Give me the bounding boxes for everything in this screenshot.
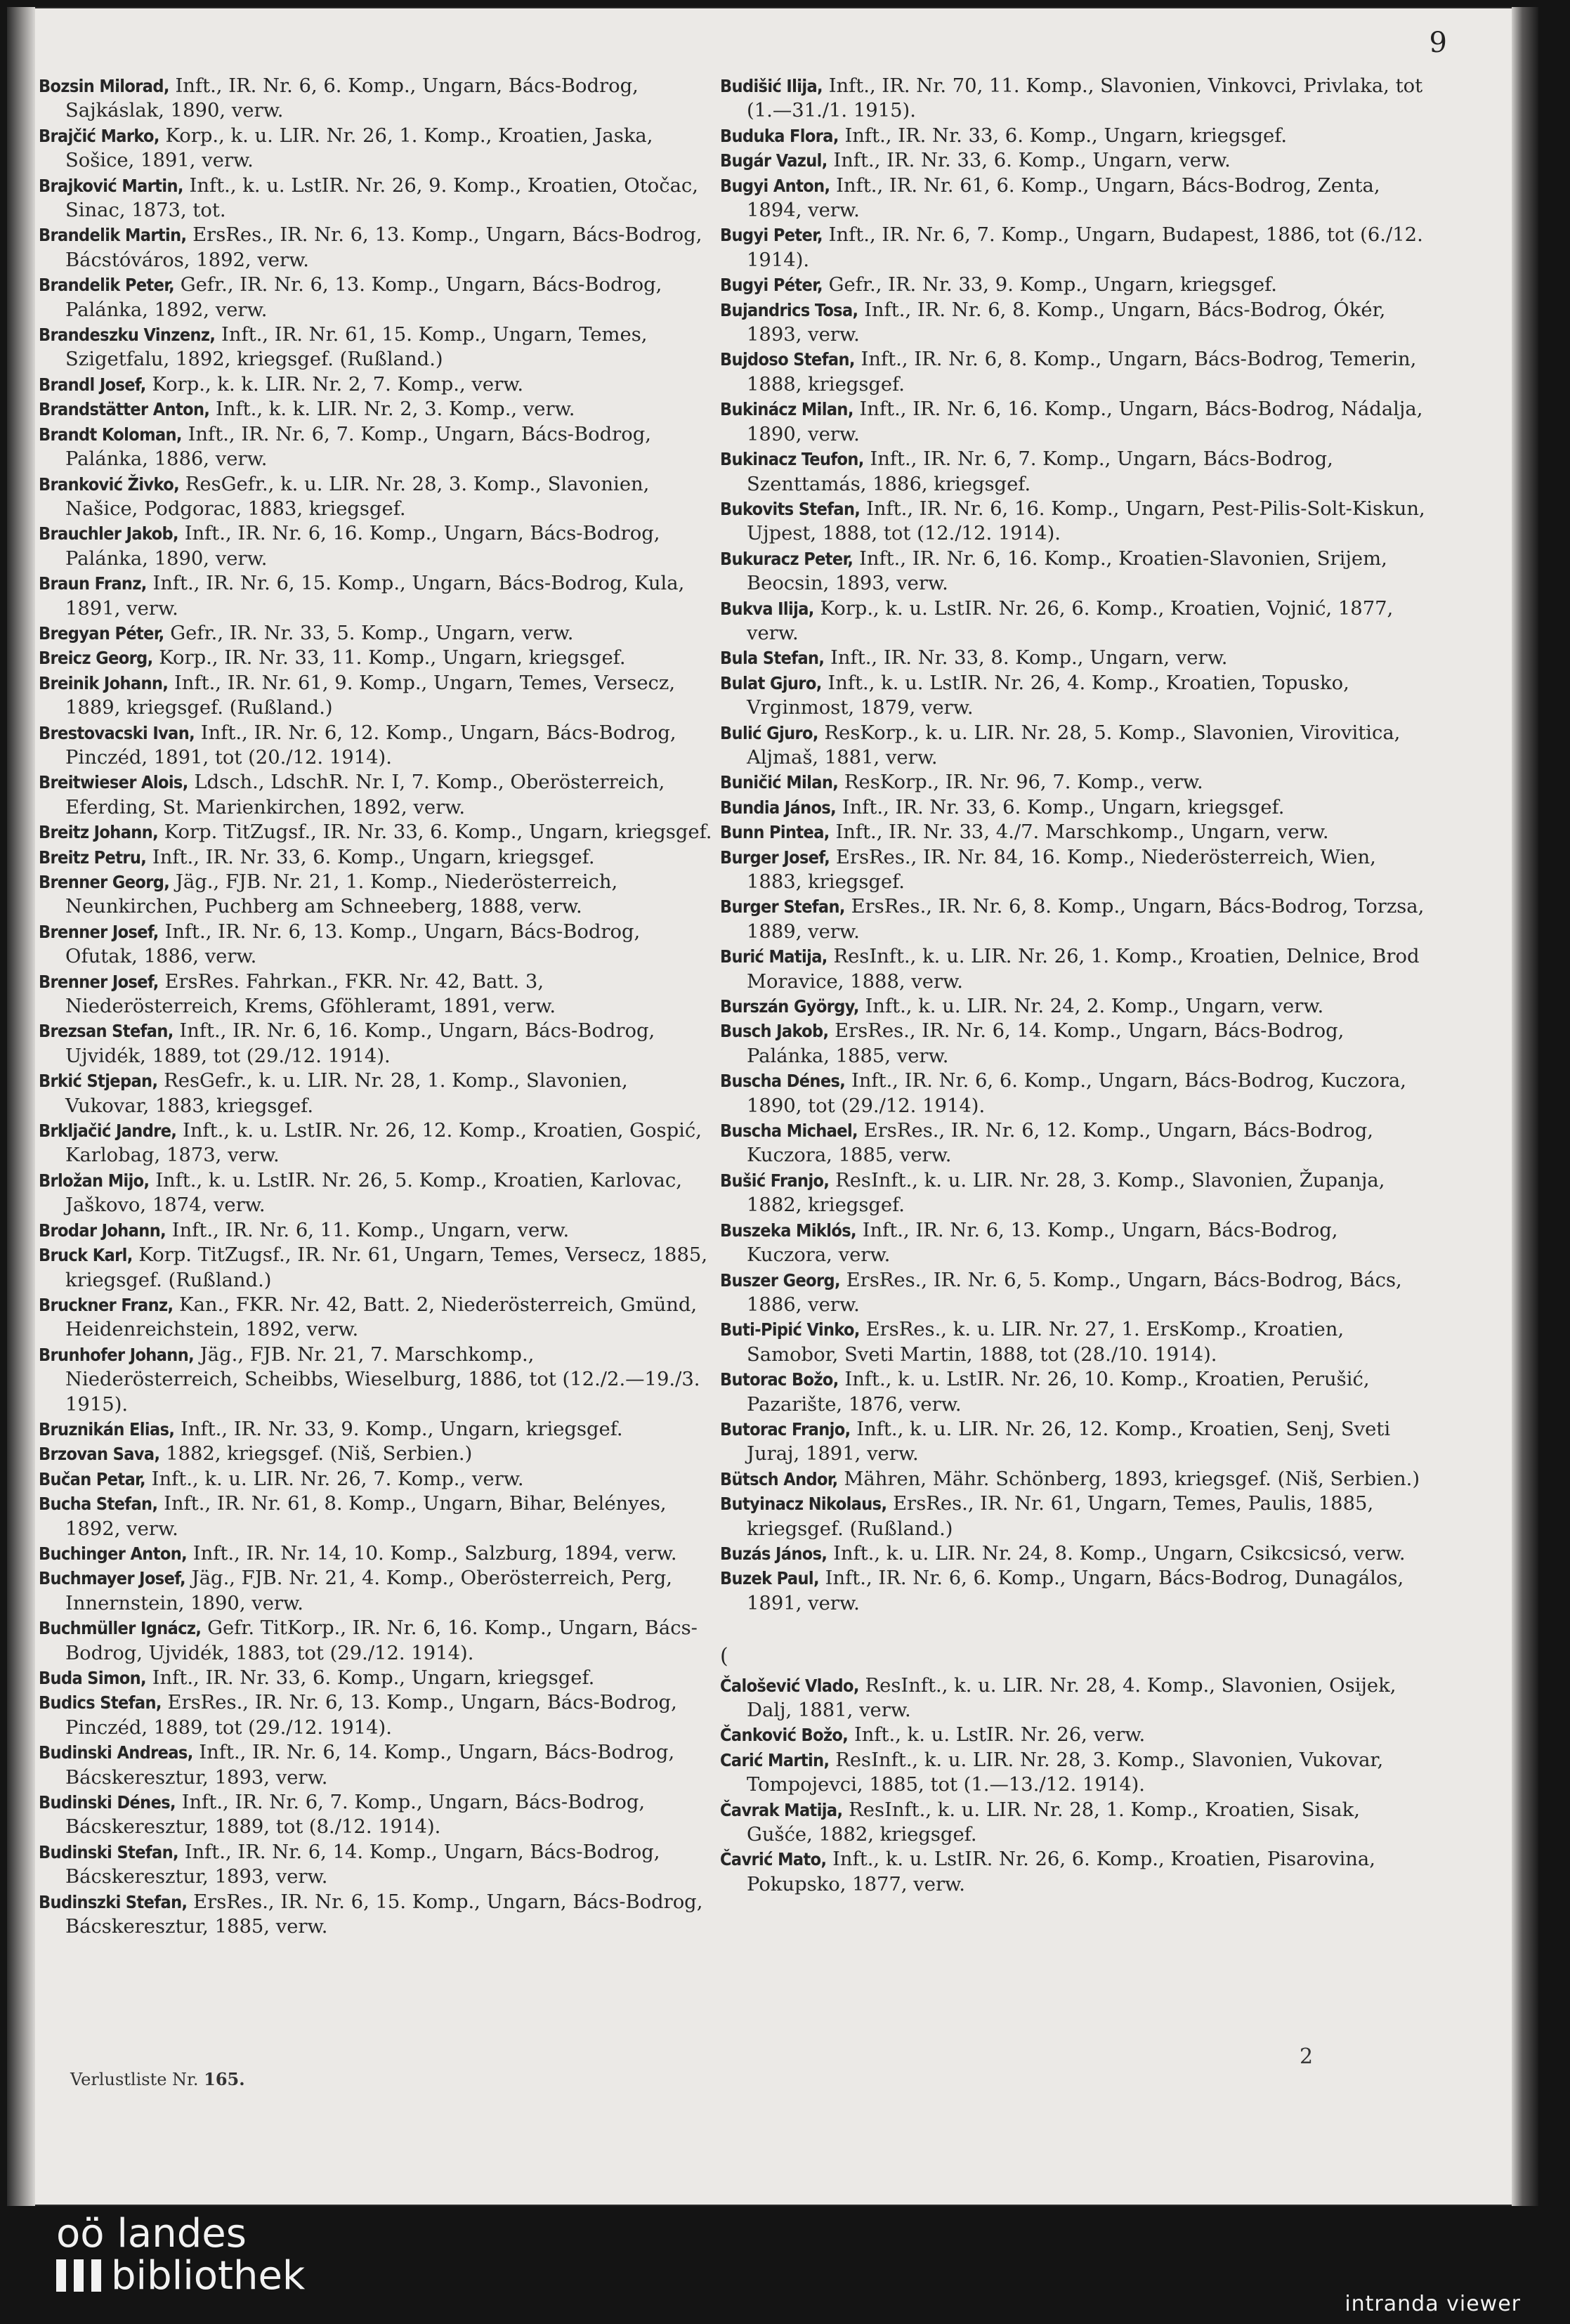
entry-details: Inft., k. u. LIR. Nr. 26, 12. Komp., Kroatien, Senj, Sveti Juraj, 1891, verw.: [747, 1418, 1391, 1465]
entry-name: Buscha Dénes,: [720, 1071, 846, 1092]
list-entry: [39, 273, 713, 322]
entry-name: Bugár Vazul,: [720, 150, 827, 171]
list-entry: [39, 671, 713, 721]
list-entry: [39, 1118, 713, 1168]
list-entry: [39, 521, 713, 571]
entry-details: ResInft., k. u. LIR. Nr. 28, 3. Komp., Slavonien, Vukovar, Tompojevci, 1885, tot (1.—13./12. 1914).: [747, 1749, 1384, 1796]
list-entry: [39, 1218, 713, 1243]
entry-name: Busch Jakob,: [720, 1021, 829, 1042]
list-entry: [720, 1798, 1430, 1848]
entry-details: Inft., IR. Nr. 6, 16. Komp., Ungarn, Bács-Bodrog, Ujvidék, 1889, tot (29./12. 1914).: [65, 1020, 655, 1067]
logo-line2: bibliothek: [111, 2253, 306, 2299]
entry-details: ResInft., k. u. LIR. Nr. 28, 4. Komp., Slavonien, Osijek, Dalj, 1881, verw.: [747, 1674, 1396, 1721]
entry-name: Bunn Pintea,: [720, 822, 830, 843]
list-entry: [720, 1566, 1430, 1616]
list-entry: [720, 174, 1430, 223]
entry-name: Brestovacski Ivan,: [39, 722, 195, 743]
entry-details: Inft., k. u. LstIR. Nr. 26, 9. Komp., Kroatien, Otočac, Sinac, 1873, tot.: [65, 174, 698, 222]
list-entry: [39, 1168, 713, 1218]
entry-details: Inft., IR. Nr. 6, 12. Komp., Ungarn, Bács-Bodrog, Pinczéd, 1891, tot (20./12. 1914).: [65, 722, 676, 769]
entry-details: ResInft., k. u. LIR. Nr. 28, 3. Komp., Slavonien, Županja, 1882, kriegsgef.: [747, 1169, 1385, 1217]
list-entry: [39, 1890, 713, 1940]
list-entry: [720, 1168, 1430, 1218]
entry-name: Carić Martin,: [720, 1749, 830, 1770]
entry-details: Inft., IR. Nr. 61, 9. Komp., Ungarn, Temes, Versecz, 1889, kriegsgef. (Rußland.): [65, 672, 676, 719]
entry-name: Brandelik Peter,: [39, 275, 175, 296]
page-signature: [70, 2069, 245, 2089]
page-number: 9: [1429, 27, 1447, 59]
entry-details: Gefr., IR. Nr. 33, 5. Komp., Ungarn, verw.: [164, 622, 574, 644]
entry-details: Inft., IR. Nr. 33, 6. Komp., Ungarn, kriegsgef.: [146, 846, 595, 868]
list-entry: [720, 497, 1430, 547]
entry-details: Korp., k. k. LIR. Nr. 2, 7. Komp., verw.: [145, 373, 524, 396]
list-entry: [39, 74, 713, 124]
entry-name: Bundia János,: [720, 797, 837, 818]
entry-name: Bušić Franjo,: [720, 1170, 830, 1191]
entry-details: Inft., k. u. LstIR. Nr. 26, verw.: [848, 1724, 1146, 1747]
entry-details: Jäg., FJB. Nr. 21, 7. Marschkomp., Niederösterreich, Scheibbs, Wieselburg, 1886, tot (12./2.—19./3. 1915).: [65, 1343, 700, 1416]
signature-number: 165.: [204, 2069, 245, 2089]
entry-details: Inft., IR. Nr. 6, 14. Komp., Ungarn, Bács-Bodrog, Bácskeresztur, 1893, verw.: [65, 1742, 675, 1789]
entry-details: ErsRes., IR. Nr. 6, 15. Komp., Ungarn, Bács-Bodrog, Bácskeresztur, 1885, verw.: [65, 1891, 703, 1938]
entry-name: Brezsan Stefan,: [39, 1021, 174, 1042]
list-entry: [720, 721, 1430, 771]
list-entry: [720, 770, 1430, 795]
list-entry: [39, 1442, 713, 1466]
entry-details: Korp., k. u. LstIR. Nr. 26, 6. Komp., Kroatien, Vojnić, 1877, verw.: [747, 597, 1394, 644]
entry-name: Breicz Georg,: [39, 648, 153, 669]
entry-name: Buscha Michael,: [720, 1121, 858, 1142]
entry-name: Bugyi Anton,: [720, 175, 830, 196]
list-entry: [39, 621, 713, 646]
entry-details: Inft., k. u. LstIR. Nr. 26, 5. Komp., Kroatien, Karlovac, Jaškovo, 1874, verw.: [65, 1169, 682, 1217]
entry-name: Brandt Koloman,: [39, 424, 182, 445]
entry-name: Čavrić Mato,: [720, 1849, 827, 1870]
entry-details: Inft., IR. Nr. 6, 7. Komp., Ungarn, Bács-Bodrog, Bácskeresztur, 1889, tot (8./12. 1914).: [65, 1791, 646, 1839]
entry-name: Buti-Pipić Vinko,: [720, 1319, 860, 1340]
list-entry: [720, 148, 1430, 173]
list-entry: [39, 721, 713, 771]
entry-name: Brandeszku Vinzenz,: [39, 325, 216, 346]
entry-details: ErsRes., IR. Nr. 6, 13. Komp., Ungarn, Bács-Bodrog, Pinczéd, 1889, tot (29./12. 1914).: [65, 1692, 677, 1739]
entry-name: Buda Simon,: [39, 1668, 147, 1688]
entry-name: Brandl Josef,: [39, 374, 146, 395]
entry-name: Brajković Martin,: [39, 175, 183, 196]
left-column: [39, 74, 713, 1939]
entry-details: ErsRes., k. u. LIR. Nr. 27, 1. ErsKomp., Kroatien, Samobor, Sveti Martin, 1888, tot (28./10. 1914).: [747, 1319, 1345, 1366]
entry-name: Brkić Stjepan,: [39, 1071, 158, 1092]
entry-details: ErsRes., IR. Nr. 6, 12. Komp., Ungarn, Bács-Bodrog, Kuczora, 1885, verw.: [747, 1120, 1373, 1167]
entry-details: ErsRes., IR. Nr. 6, 5. Komp., Ungarn, Bács-Bodrog, Bács, 1886, verw.: [747, 1269, 1402, 1316]
entry-details: Korp., IR. Nr. 33, 11. Komp., Ungarn, kriegsgef.: [152, 647, 626, 670]
entry-details: ResInft., k. u. LIR. Nr. 28, 1. Komp., Kroatien, Sisak, Gušće, 1882, kriegsgef.: [747, 1799, 1360, 1846]
entry-name: Bruckner Franz,: [39, 1294, 174, 1315]
entry-details: Inft., IR. Nr. 6, 15. Komp., Ungarn, Bács-Bodrog, Kula, 1891, verw.: [65, 573, 685, 620]
entry-name: Butyinacz Nikolaus,: [720, 1494, 887, 1515]
list-entry: [39, 174, 713, 223]
entry-details: Inft., k. u. LIR. Nr. 26, 7. Komp., verw.: [145, 1468, 524, 1490]
entry-name: Čavrak Matija,: [720, 1799, 843, 1820]
list-entry: [39, 1293, 713, 1343]
list-entry: [720, 1268, 1430, 1318]
entry-name: Bugyi Peter,: [720, 225, 823, 246]
entry-details: Inft., k. u. LstIR. Nr. 26, 6. Komp., Kroatien, Pisarovina, Pokupsko, 1877, verw.: [747, 1848, 1375, 1895]
entry-details: Inft., IR. Nr. 6, 16. Komp., Ungarn, Pest-Pilis-Solt-Kiskun, Ujpest, 1888, tot (12./12. 1914).: [747, 497, 1425, 545]
list-entry: [720, 1069, 1430, 1118]
entry-details: ErsRes. Fahrkan., FKR. Nr. 42, Batt. 3, Niederösterreich, Krems, Gföhleramt, 1891, verw.: [65, 970, 556, 1018]
signature-label: Verlustliste Nr.: [70, 2070, 199, 2089]
entry-details: ErsRes., IR. Nr. 84, 16. Komp., Niederösterreich, Wien, 1883, kriegsgef.: [747, 846, 1376, 893]
list-entry: [720, 1541, 1430, 1566]
list-entry: [720, 1673, 1430, 1723]
entry-details: Inft., IR. Nr. 6, 7. Komp., Ungarn, Bács-Bodrog, Palánka, 1886, verw.: [65, 423, 651, 471]
entry-name: Bučan Petar,: [39, 1468, 145, 1489]
list-entry: [39, 1790, 713, 1840]
entry-details: Inft., IR. Nr. 14, 10. Komp., Salzburg, 1894, verw.: [187, 1542, 677, 1565]
entry-name: Burger Stefan,: [720, 896, 845, 918]
list-entry: [720, 1118, 1430, 1168]
list-entry: [39, 1666, 713, 1690]
list-entry: [720, 795, 1430, 820]
entry-name: Buničić Milan,: [720, 772, 839, 793]
entry-details: Kan., FKR. Nr. 42, Batt. 2, Niederösterreich, Gmünd, Heidenreichstein, 1892, verw.: [65, 1293, 698, 1341]
entry-details: Inft., k. u. LstIR. Nr. 26, 12. Komp., Kroatien, Gospić, Karlobag, 1873, verw.: [65, 1120, 702, 1167]
list-entry: [39, 1467, 713, 1491]
list-entry: [720, 1218, 1430, 1268]
entry-details: Inft., IR. Nr. 33, 6. Komp., Ungarn, kriegsgef.: [836, 796, 1285, 818]
entry-name: Bukva Ilija,: [720, 598, 814, 619]
list-entry: [39, 1019, 713, 1069]
list-entry: [39, 1740, 713, 1790]
entry-name: Breitz Petru,: [39, 847, 147, 868]
list-entry: [720, 646, 1430, 670]
list-entry: [39, 1491, 713, 1541]
list-entry: [720, 223, 1430, 273]
list-entry: [39, 646, 713, 670]
entry-details: Inft., IR. Nr. 6, 6. Komp., Ungarn, Bács-Bodrog, Sajkáslak, 1890, verw.: [65, 75, 639, 122]
section-break-paren: (: [720, 1644, 728, 1669]
list-entry: [39, 1343, 713, 1417]
entry-name: Brauchler Jakob,: [39, 523, 178, 544]
entry-name: Čalošević Vlado,: [720, 1675, 859, 1696]
entry-name: Brunhofer Johann,: [39, 1344, 195, 1365]
entry-name: Bulić Gjuro,: [720, 722, 818, 743]
entry-details: Inft., IR. Nr. 33, 6. Komp., Ungarn, kriegsgef.: [838, 124, 1288, 147]
entry-details: Inft., IR. Nr. 6, 8. Komp., Ungarn, Bács-Bodrog, Ókér, 1893, verw.: [747, 299, 1386, 346]
entry-details: Inft., IR. Nr. 6, 16. Komp., Ungarn, Bács-Bodrog, Palánka, 1890, verw.: [65, 523, 660, 570]
entry-details: Inft., IR. Nr. 6, 16. Komp., Ungarn, Bács-Bodrog, Nádalja, 1890, verw.: [747, 398, 1423, 445]
entry-name: Breitwieser Alois,: [39, 772, 188, 793]
entry-name: Bozsin Milorad,: [39, 76, 169, 96]
entry-name: Buduka Flora,: [720, 125, 839, 146]
list-entry: [720, 671, 1430, 721]
list-entry: [39, 472, 713, 522]
entry-name: Butorac Božo,: [720, 1369, 839, 1390]
entry-details: Inft., IR. Nr. 33, 6. Komp., Ungarn, verw.: [827, 150, 1231, 172]
entry-name: Burić Matija,: [720, 946, 827, 967]
list-entry: [720, 397, 1430, 447]
entry-details: Inft., IR. Nr. 6, 6. Komp., Ungarn, Bács-Bodrog, Dunagálos, 1891, verw.: [747, 1567, 1404, 1614]
logo-line1: oö landes: [56, 2211, 247, 2257]
list-entry: [39, 845, 713, 870]
scanned-page: [7, 7, 1538, 2206]
entry-name: Buzás János,: [720, 1543, 827, 1564]
entry-name: Bruck Karl,: [39, 1245, 133, 1266]
list-entry: [39, 1417, 713, 1442]
entry-details: Inft., k. u. LIR. Nr. 24, 8. Komp., Ungarn, Csikcsicsó, verw.: [827, 1542, 1406, 1565]
entry-details: Inft., IR. Nr. 6, 16. Komp., Kroatien-Slavonien, Srijem, Beocsin, 1893, verw.: [747, 547, 1387, 595]
list-entry: [720, 845, 1430, 895]
list-entry: [39, 870, 713, 920]
entry-name: Burger Josef,: [720, 847, 830, 868]
right-entries: [720, 74, 1430, 1616]
entry-name: Budinski Dénes,: [39, 1792, 176, 1813]
entry-details: Inft., IR. Nr. 6, 7. Komp., Ungarn, Bács-Bodrog, Szenttamás, 1886, kriegsgef.: [747, 448, 1333, 495]
list-entry: [720, 74, 1430, 124]
entry-name: Buchmüller Ignácz,: [39, 1618, 202, 1639]
list-entry: [720, 894, 1430, 944]
entry-name: Brodar Johann,: [39, 1220, 166, 1241]
entry-details: ResGefr., k. u. LIR. Nr. 28, 1. Komp., Slavonien, Vukovar, 1883, kriegsgef.: [65, 1070, 628, 1117]
entry-name: Buzek Paul,: [720, 1568, 819, 1589]
entry-name: Čanković Božo,: [720, 1725, 849, 1746]
entry-details: Inft., k. k. LIR. Nr. 2, 3. Komp., verw.: [209, 398, 575, 421]
entry-name: Butorac Franjo,: [720, 1418, 851, 1440]
entry-details: Inft., IR. Nr. 6, 14. Komp., Ungarn, Bács-Bodrog, Bácskeresztur, 1893, verw.: [65, 1841, 660, 1888]
entry-details: Mähren, Mähr. Schönberg, 1893, kriegsgef. (Niš, Serbien.): [837, 1468, 1420, 1490]
list-entry: [720, 1317, 1430, 1367]
entry-details: Inft., IR. Nr. 6, 13. Komp., Ungarn, Bács-Bodrog, Ofutak, 1886, verw.: [65, 920, 641, 968]
entry-name: Brložan Mijo,: [39, 1170, 150, 1191]
list-entry: [720, 547, 1430, 596]
entry-name: Burszán György,: [720, 996, 859, 1017]
entry-details: Gefr., IR. Nr. 33, 9. Komp., Ungarn, kriegsgef.: [822, 274, 1277, 296]
entry-name: Branković Živko,: [39, 474, 180, 495]
list-entry: [720, 1748, 1430, 1798]
list-entry: [720, 1019, 1430, 1069]
entry-details: Inft., IR. Nr. 70, 11. Komp., Slavonien, Vinkovci, Privlaka, tot (1.—31./1. 1915).: [747, 75, 1423, 122]
entry-name: Bukinacz Teufon,: [720, 449, 864, 470]
entry-name: Budics Stefan,: [39, 1692, 162, 1713]
list-entry: [39, 571, 713, 621]
list-entry: [39, 322, 713, 372]
list-entry: [39, 920, 713, 970]
list-entry: [720, 273, 1430, 297]
list-entry: [720, 1367, 1430, 1417]
list-entry: [720, 124, 1430, 148]
entry-name: Bulat Gjuro,: [720, 672, 822, 693]
list-entry: [720, 1723, 1430, 1747]
entry-details: Inft., IR. Nr. 61, 15. Komp., Ungarn, Temes, Szigetfalu, 1892, kriegsgef. (Rußland.): [65, 324, 648, 371]
list-entry: [39, 124, 713, 174]
right-c-entries: [720, 1673, 1430, 1898]
entry-details: Inft., k. u. LIR. Nr. 24, 2. Komp., Ungarn, verw.: [858, 995, 1324, 1018]
entry-name: Bruznikán Elias,: [39, 1418, 175, 1440]
list-entry: [39, 372, 713, 397]
entry-name: Budinszki Stefan,: [39, 1891, 188, 1912]
entry-name: Budišić Ilija,: [720, 76, 823, 96]
list-entry: [39, 1616, 713, 1666]
logo-bars-icon: [56, 2259, 103, 2292]
list-entry: [720, 944, 1430, 994]
list-entry: [720, 1417, 1430, 1467]
entry-details: Inft., IR. Nr. 6, 6. Komp., Ungarn, Bács-Bodrog, Kuczora, 1890, tot (29./12. 1914).: [747, 1070, 1406, 1117]
entry-details: ResKorp., k. u. LIR. Nr. 28, 5. Komp., Slavonien, Virovitica, Aljmaš, 1881, verw.: [747, 722, 1401, 769]
list-entry: [39, 422, 713, 472]
list-entry: [39, 1840, 713, 1890]
list-entry: [720, 994, 1430, 1019]
entry-name: Bucha Stefan,: [39, 1494, 158, 1515]
entry-details: Jäg., FJB. Nr. 21, 1. Komp., Niederösterreich, Neunkirchen, Puchberg am Schneeberg, 1888, verw.: [65, 871, 618, 918]
list-entry: [39, 820, 713, 844]
entry-name: Brenner Josef,: [39, 921, 159, 942]
entry-details: ErsRes., IR. Nr. 6, 8. Komp., Ungarn, Bács-Bodrog, Torzsa, 1889, verw.: [747, 896, 1425, 943]
right-column: [720, 74, 1430, 1897]
entry-name: Bula Stefan,: [720, 648, 825, 669]
list-entry: [720, 1467, 1430, 1491]
entry-details: Korp. TitZugsf., IR. Nr. 61, Ungarn, Temes, Versecz, 1885, kriegsgef. (Rußland.): [65, 1244, 708, 1291]
entry-details: Inft., IR. Nr. 33, 4./7. Marschkomp., Ungarn, verw.: [829, 821, 1329, 844]
list-entry: [39, 397, 713, 422]
entry-details: ErsRes., IR. Nr. 6, 14. Komp., Ungarn, Bács-Bodrog, Palánka, 1885, verw.: [747, 1020, 1345, 1067]
entry-name: Braun Franz,: [39, 573, 147, 594]
entry-details: ResGefr., k. u. LIR. Nr. 28, 3. Komp., Slavonien, Našice, Podgorac, 1883, kriegsgef.: [65, 473, 650, 520]
list-entry: [720, 1491, 1430, 1541]
entry-details: Inft., IR. Nr. 33, 9. Komp., Ungarn, kriegsgef.: [174, 1418, 623, 1440]
entry-details: Korp., k. u. LIR. Nr. 26, 1. Komp., Kroatien, Jaska, Sošice, 1891, verw.: [65, 124, 653, 172]
entry-name: Bukuracz Peter,: [720, 548, 853, 569]
entry-name: Buszer Georg,: [720, 1269, 840, 1291]
entry-details: Inft., IR. Nr. 6, 7. Komp., Ungarn, Budapest, 1886, tot (6./12. 1914).: [747, 224, 1423, 271]
entry-details: Inft., IR. Nr. 6, 13. Komp., Ungarn, Bács-Bodrog, Kuczora, verw.: [747, 1219, 1338, 1267]
entry-details: Inft., IR. Nr. 6, 11. Komp., Ungarn, verw.: [166, 1219, 570, 1241]
list-entry: [720, 347, 1430, 397]
entry-details: Inft., k. u. LstIR. Nr. 26, 10. Komp., Kroatien, Perušić, Pazarište, 1876, verw.: [747, 1369, 1370, 1416]
entry-details: Jäg., FJB. Nr. 21, 4. Komp., Oberösterreich, Perg, Innernstein, 1890, verw.: [65, 1567, 672, 1614]
entry-name: Buchmayer Josef,: [39, 1568, 186, 1589]
entry-details: Gefr., IR. Nr. 6, 13. Komp., Ungarn, Bács-Bodrog, Palánka, 1892, verw.: [65, 274, 662, 321]
entry-name: Brajčić Marko,: [39, 125, 159, 146]
list-entry: [39, 1541, 713, 1566]
entry-name: Bukovits Stefan,: [720, 498, 861, 519]
list-entry: [720, 596, 1430, 646]
entry-name: Buszeka Miklós,: [720, 1220, 856, 1241]
entry-details: Inft., IR. Nr. 6, 8. Komp., Ungarn, Bács-Bodrog, Temerin, 1888, kriegsgef.: [747, 348, 1417, 396]
list-entry: [39, 970, 713, 1019]
entry-name: Budinski Stefan,: [39, 1841, 178, 1862]
entry-details: Inft., IR. Nr. 33, 6. Komp., Ungarn, kriegsgef.: [146, 1667, 595, 1689]
list-entry: [39, 770, 713, 820]
entry-name: Bütsch Andor,: [720, 1468, 838, 1489]
list-entry: [720, 447, 1430, 497]
entry-details: 1882, kriegsgef. (Niš, Serbien.): [159, 1443, 473, 1465]
list-entry: [39, 1566, 713, 1616]
logo-line2-row: [56, 2255, 305, 2297]
list-entry: [720, 298, 1430, 348]
entry-details: ResKorp., IR. Nr. 96, 7. Komp., verw.: [838, 771, 1203, 794]
entry-name: Bukinácz Milan,: [720, 399, 853, 420]
entry-details: Ldsch., LdschR. Nr. I, 7. Komp., Oberösterreich, Eferding, St. Marienkirchen, 1892, verw.: [65, 771, 665, 818]
list-entry: [720, 1847, 1430, 1897]
entry-name: Budinski Andreas,: [39, 1742, 193, 1763]
entry-details: Korp. TitZugsf., IR. Nr. 33, 6. Komp., Ungarn, kriegsgef.: [158, 821, 712, 844]
list-entry: [39, 1069, 713, 1118]
entry-name: Brkljačić Jandre,: [39, 1121, 177, 1142]
list-entry: [720, 820, 1430, 844]
entry-details: Inft., IR. Nr. 61, 6. Komp., Ungarn, Bács-Bodrog, Zenta, 1894, verw.: [747, 174, 1380, 222]
viewer-credit: intranda viewer: [1345, 2292, 1521, 2316]
entry-name: Buchinger Anton,: [39, 1543, 188, 1564]
entry-details: ResInft., k. u. LIR. Nr. 26, 1. Komp., Kroatien, Delnice, Brod Moravice, 1888, verw.: [747, 946, 1420, 993]
list-entry: [39, 1243, 713, 1293]
entry-details: Gefr. TitKorp., IR. Nr. 6, 16. Komp., Ungarn, Bács-Bodrog, Ujvidék, 1883, tot (29./12. 1914).: [65, 1617, 698, 1664]
entry-name: Bregyan Péter,: [39, 622, 164, 644]
library-logo: [56, 2213, 305, 2297]
entry-name: Brenner Georg,: [39, 872, 170, 892]
entry-details: ErsRes., IR. Nr. 61, Ungarn, Temes, Paulis, 1885, kriegsgef. (Rußland.): [747, 1493, 1374, 1540]
entry-name: Bugyi Péter,: [720, 275, 823, 296]
entry-name: Bujdoso Stefan,: [720, 349, 855, 370]
entry-name: Breitz Johann,: [39, 822, 159, 843]
entry-name: Brenner Josef,: [39, 971, 159, 992]
entry-details: Inft., IR. Nr. 61, 8. Komp., Ungarn, Bihar, Belényes, 1892, verw.: [65, 1493, 667, 1540]
entry-details: ErsRes., IR. Nr. 6, 13. Komp., Ungarn, Bács-Bodrog, Bácstóváros, 1892, verw.: [65, 224, 702, 271]
entry-name: Brandelik Martin,: [39, 225, 187, 246]
entry-details: Inft., k. u. LstIR. Nr. 26, 4. Komp., Kroatien, Topusko, Vrginmost, 1879, verw.: [747, 672, 1349, 719]
list-entry: [39, 1690, 713, 1740]
list-entry: [39, 223, 713, 273]
entry-name: Brzovan Sava,: [39, 1444, 160, 1465]
quire-mark: 2: [1300, 2044, 1314, 2069]
entry-name: Breinik Johann,: [39, 672, 169, 693]
entry-name: Bujandrics Tosa,: [720, 299, 858, 320]
entry-details: Inft., IR. Nr. 33, 8. Komp., Ungarn, verw.: [824, 647, 1228, 670]
entry-name: Brandstätter Anton,: [39, 399, 210, 420]
